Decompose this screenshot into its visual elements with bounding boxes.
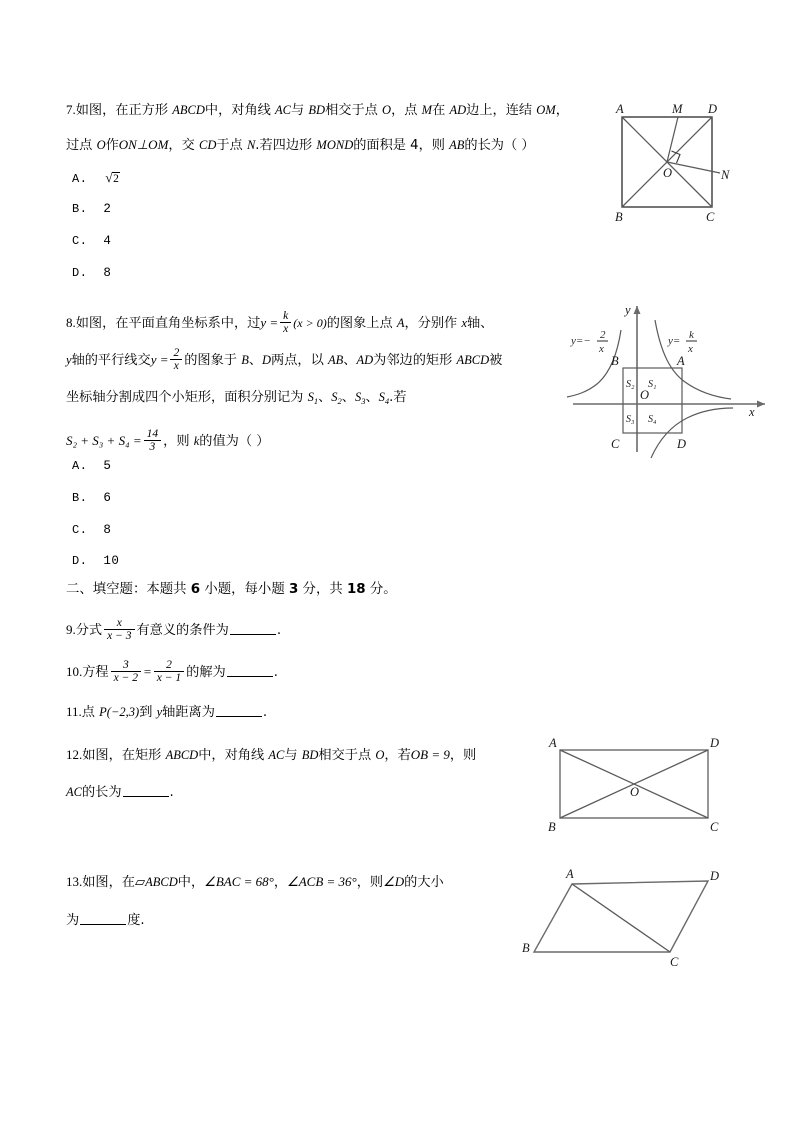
q8-var: D bbox=[262, 353, 272, 367]
q7-text: 相交于点 bbox=[325, 103, 383, 118]
q8-fraction-2-over-x bbox=[170, 347, 182, 373]
figure-label-A: A bbox=[549, 736, 557, 750]
region-label-S3: S₃ bbox=[626, 414, 635, 425]
q8-area-index: 3 bbox=[361, 396, 366, 406]
q8-text: 的图象上点 bbox=[326, 316, 397, 331]
q10-fraction-2-over-x-minus-1 bbox=[154, 659, 184, 685]
q8-text: ，则 bbox=[163, 434, 194, 449]
q7-var: MOND bbox=[316, 138, 354, 152]
q7-text: ，交 bbox=[168, 138, 199, 153]
figure-label-C: C bbox=[670, 955, 679, 969]
numerator: 2 bbox=[173, 347, 180, 360]
section-points-each: 3 bbox=[288, 582, 299, 597]
option-value: 4 bbox=[103, 234, 112, 248]
answer-blank[interactable] bbox=[80, 912, 126, 925]
q11-text: 到 bbox=[139, 705, 157, 720]
figure-label-C: C bbox=[706, 210, 715, 224]
q8-text: 、 bbox=[343, 353, 357, 368]
option-value: 10 bbox=[103, 554, 120, 568]
q7-text: 于点 bbox=[216, 138, 247, 153]
question-8-option-d[interactable] bbox=[72, 554, 119, 568]
denominator: 3 bbox=[144, 440, 162, 454]
q11-text: 轴距离为 bbox=[162, 705, 215, 720]
question-12-figure bbox=[530, 736, 780, 846]
curve-left-lhs: y=− bbox=[571, 335, 591, 347]
region-label-S2: S₂ bbox=[626, 379, 635, 390]
denominator: x − 2 bbox=[111, 671, 141, 685]
question-9-number: 9. bbox=[66, 622, 76, 637]
figure-label-B: B bbox=[615, 210, 623, 224]
section-question-count: 6 bbox=[190, 582, 201, 597]
figure-label-D: D bbox=[708, 102, 718, 116]
q12-text: 的长为 bbox=[81, 785, 122, 800]
question-9 bbox=[66, 613, 486, 648]
q11-text: . bbox=[262, 705, 268, 720]
q8-text: 为邻边的矩形 bbox=[373, 353, 457, 368]
figure-label-D: D bbox=[710, 736, 720, 750]
question-8-option-b[interactable] bbox=[72, 491, 111, 505]
q7-text: 过点 bbox=[66, 138, 97, 153]
figure-label-C: C bbox=[710, 820, 719, 834]
curve-right-denominator: x bbox=[688, 343, 693, 355]
q8-text: 、 bbox=[318, 390, 332, 405]
q8-text: 、 bbox=[248, 353, 263, 368]
q9-text: 分式 bbox=[75, 623, 103, 638]
option-label: D. bbox=[72, 554, 88, 568]
q7-text: 与 bbox=[291, 103, 309, 118]
q7-text: 中，对角线 bbox=[204, 103, 276, 118]
q8-text: ，分别作 bbox=[404, 316, 462, 331]
question-11 bbox=[66, 695, 486, 730]
q7-condition: ON⊥OM bbox=[118, 137, 169, 152]
curve-right-lhs: y= bbox=[668, 335, 681, 347]
q13-text: ， bbox=[273, 875, 288, 890]
q9-fraction-x-over-x-minus-3 bbox=[104, 617, 134, 643]
q8-text: 的图象于 bbox=[184, 353, 242, 368]
q9-text: . bbox=[276, 623, 282, 638]
q8-text: 如图，在平面直角坐标系中，过 bbox=[75, 316, 261, 331]
figure-label-B: B bbox=[548, 820, 556, 834]
q8-area-var: S bbox=[378, 390, 385, 404]
answer-blank[interactable] bbox=[230, 622, 276, 635]
q7-text: 在 bbox=[432, 103, 450, 118]
q7-text: 如图，在正方形 bbox=[75, 103, 173, 118]
denominator: x bbox=[280, 322, 291, 336]
question-11-number: 11. bbox=[66, 704, 82, 719]
q8-text: 被 bbox=[489, 353, 503, 368]
curve-left-denominator: x bbox=[599, 343, 604, 355]
figure-label-A: A bbox=[677, 354, 685, 368]
q10-text: . bbox=[273, 665, 278, 680]
option-value: 6 bbox=[103, 491, 112, 505]
q8-area-index: 4 bbox=[384, 396, 390, 406]
section-points-total: 18 bbox=[346, 582, 366, 597]
section-heading-text: 二、填空题：本题共 bbox=[66, 582, 191, 597]
answer-blank[interactable] bbox=[227, 664, 273, 677]
figure-label-N: N bbox=[721, 168, 730, 182]
figure-label-D: D bbox=[710, 869, 720, 883]
curve-left-numerator: 2 bbox=[600, 329, 606, 341]
q8-area-var: S bbox=[354, 390, 362, 404]
q12-var: AC bbox=[268, 748, 285, 762]
region-label-S4: S₄ bbox=[648, 414, 657, 425]
question-12-number: 12. bbox=[66, 747, 83, 762]
question-13 bbox=[66, 863, 536, 939]
q8-text: 轴的平行线交 bbox=[71, 353, 151, 368]
q8-area-var: S bbox=[307, 390, 314, 404]
q8-fraction-14-over-3 bbox=[144, 428, 162, 454]
q12-text: 如图，在矩形 bbox=[82, 748, 166, 763]
q13-angle-d: ∠D bbox=[383, 874, 405, 889]
section-2-heading bbox=[66, 578, 397, 597]
q8-eq-lhs: y = bbox=[150, 352, 169, 367]
question-10-number: 10. bbox=[66, 664, 83, 679]
q8-text: 的值为（ ） bbox=[199, 434, 270, 449]
figure-label-O: O bbox=[640, 388, 650, 402]
q7-text: 边上，连结 bbox=[466, 103, 537, 118]
q10-fraction-3-over-x-minus-2 bbox=[111, 659, 141, 685]
q7-var: N bbox=[246, 138, 256, 152]
question-7-option-a[interactable] bbox=[72, 170, 120, 186]
q7-var: AC bbox=[275, 103, 292, 117]
q12-text: 中，对角线 bbox=[198, 748, 269, 763]
q12-text: 与 bbox=[284, 748, 302, 763]
question-7-option-c[interactable] bbox=[72, 234, 111, 248]
q8-var: ABCD bbox=[456, 353, 490, 367]
figure-label-A: A bbox=[616, 102, 624, 116]
q8-area-index: 1 bbox=[313, 396, 319, 406]
q8-area-var: S bbox=[331, 390, 338, 404]
q8-var: k bbox=[193, 434, 200, 448]
figure-label-B: B bbox=[611, 354, 619, 368]
question-7-stem bbox=[66, 93, 576, 163]
option-label: D. bbox=[72, 266, 88, 280]
q13-angle-bac: ∠BAC = 68° bbox=[204, 874, 274, 889]
q11-text: 点 bbox=[81, 705, 100, 720]
q13-text: 中， bbox=[177, 875, 205, 890]
q8-var: A bbox=[396, 316, 405, 330]
q7-text: 作 bbox=[105, 138, 119, 153]
q7-text: 的长为（ ） bbox=[464, 138, 535, 153]
q7-text: .若四边形 bbox=[255, 138, 317, 153]
numerator: x bbox=[116, 617, 122, 630]
axis-label-x: x bbox=[749, 405, 755, 419]
figure-label-D: D bbox=[677, 437, 687, 451]
q10-text: 方程 bbox=[82, 665, 109, 680]
q13-text: 的大小 bbox=[404, 875, 444, 890]
q12-var: ABCD bbox=[165, 748, 199, 762]
figure-label-B: B bbox=[522, 941, 530, 955]
q8-var: x bbox=[461, 316, 467, 330]
figure-label-O: O bbox=[630, 785, 640, 799]
option-label: A. bbox=[72, 172, 88, 186]
option-label: B. bbox=[72, 491, 88, 505]
q8-var: AB bbox=[328, 353, 344, 367]
question-10 bbox=[66, 655, 486, 690]
q8-text: 、 bbox=[341, 390, 355, 405]
option-value: 2 bbox=[103, 202, 112, 216]
q8-eq-lhs: y = bbox=[260, 315, 279, 330]
question-8-option-c[interactable] bbox=[72, 523, 111, 537]
option-label: C. bbox=[72, 523, 88, 537]
q12-text: ，则 bbox=[449, 748, 477, 763]
question-7-figure bbox=[600, 95, 750, 225]
q12-condition: OB = 9 bbox=[410, 747, 450, 762]
figure-label-C: C bbox=[611, 437, 620, 451]
section-heading-text: 小题，每小题 bbox=[200, 582, 289, 597]
q11-axis: y bbox=[156, 705, 163, 719]
numerator: 14 bbox=[146, 428, 159, 441]
q9-text: 有意义的条件为 bbox=[136, 623, 229, 638]
question-8-figure bbox=[553, 292, 781, 462]
q13-text: ，则 bbox=[356, 875, 384, 890]
question-7-number: 7. bbox=[66, 102, 76, 117]
q7-var: OM bbox=[536, 103, 556, 117]
question-8-option-a[interactable] bbox=[72, 459, 111, 473]
figure-label-M: M bbox=[672, 102, 683, 116]
q7-var: O bbox=[382, 103, 392, 117]
numerator: 2 bbox=[166, 659, 172, 672]
q8-text: 轴、 bbox=[467, 316, 494, 331]
q10-text: 的解为 bbox=[186, 665, 226, 680]
curve-label-right bbox=[667, 329, 697, 355]
question-8-number: 8. bbox=[66, 315, 76, 330]
q13-text: 度. bbox=[127, 913, 145, 928]
q12-text: 相交于点 bbox=[318, 748, 376, 763]
option-value: 8 bbox=[103, 266, 112, 280]
q7-var: M bbox=[421, 103, 433, 117]
q7-text: ，点 bbox=[391, 103, 422, 118]
q12-var: O bbox=[375, 748, 385, 762]
radicand: 2 bbox=[113, 173, 120, 185]
section-heading-text: 分，共 bbox=[298, 582, 347, 597]
q12-var: BD bbox=[301, 748, 319, 762]
option-value: √2 bbox=[105, 170, 120, 185]
q12-text: . bbox=[169, 785, 174, 800]
q8-text: .若 bbox=[389, 390, 407, 405]
option-label: B. bbox=[72, 202, 88, 216]
curve-label-left bbox=[570, 329, 608, 355]
q13-var: ABCD bbox=[145, 875, 178, 889]
option-label: C. bbox=[72, 234, 88, 248]
q12-var: AC bbox=[66, 785, 82, 799]
q8-var: AD bbox=[356, 353, 374, 367]
denominator: x bbox=[170, 359, 182, 373]
q8-condition: (x > 0) bbox=[293, 316, 327, 330]
q8-text: 两点，以 bbox=[271, 353, 328, 368]
question-12 bbox=[66, 737, 536, 811]
q7-text: 的面积是 4，则 bbox=[353, 138, 450, 153]
question-7-option-d[interactable] bbox=[72, 266, 111, 280]
q10-equals: = bbox=[143, 664, 152, 679]
q7-var: CD bbox=[198, 138, 217, 152]
q13-text: 为 bbox=[66, 913, 80, 928]
question-8-stem bbox=[66, 305, 556, 460]
question-13-figure bbox=[520, 856, 770, 976]
answer-blank[interactable] bbox=[123, 784, 169, 797]
q8-fraction-k-over-x bbox=[280, 310, 291, 336]
q7-var: ABCD bbox=[172, 103, 205, 117]
curve-right-numerator: k bbox=[689, 329, 694, 341]
q8-text: 、 bbox=[365, 390, 379, 405]
q7-var: BD bbox=[308, 103, 326, 117]
q13-angle-acb: ∠ACB = 36° bbox=[287, 874, 357, 889]
q7-text: ， bbox=[555, 103, 569, 118]
numerator: k bbox=[283, 310, 289, 323]
figure-label-O: O bbox=[663, 166, 673, 180]
option-label: A. bbox=[72, 459, 88, 473]
question-13-number: 13. bbox=[66, 874, 83, 889]
answer-blank[interactable] bbox=[216, 704, 262, 717]
axis-label-y: y bbox=[625, 303, 631, 317]
q8-var: B bbox=[241, 353, 249, 367]
option-value: 8 bbox=[103, 523, 112, 537]
region-label-S1: S₁ bbox=[648, 379, 657, 390]
denominator: x − 3 bbox=[104, 629, 134, 643]
q8-var: y bbox=[66, 353, 72, 367]
option-value: 5 bbox=[103, 459, 112, 473]
question-7-option-b[interactable] bbox=[72, 202, 111, 216]
q11-point-coordinates: P(−2,3) bbox=[99, 705, 140, 719]
q12-text: ，若 bbox=[384, 748, 411, 763]
q7-var: O bbox=[96, 138, 106, 152]
q8-area-index: 2 bbox=[337, 396, 342, 406]
figure-label-A: A bbox=[566, 867, 574, 881]
q8-text: 坐标轴分割成四个小矩形，面积分别记为 bbox=[66, 390, 308, 405]
numerator: 3 bbox=[122, 659, 129, 672]
q7-var: AB bbox=[449, 138, 465, 152]
q13-text: 如图，在▱ bbox=[82, 875, 146, 890]
section-heading-text: 分。 bbox=[365, 582, 397, 597]
q8-area-sum: S₂ + S₃ + S₄ = bbox=[66, 433, 142, 448]
denominator: x − 1 bbox=[154, 671, 184, 685]
q7-var: AD bbox=[449, 103, 467, 117]
